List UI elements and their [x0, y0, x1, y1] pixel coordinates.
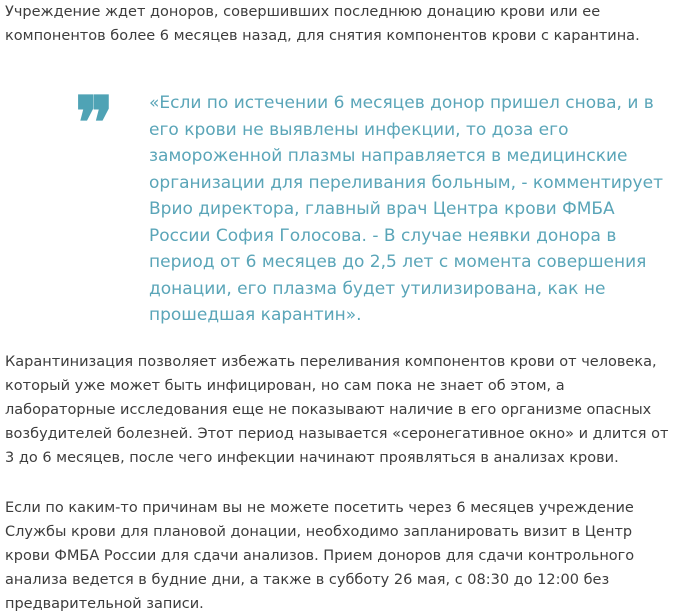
blockquote — [5, 80, 673, 327]
intro-paragraph: Учреждение ждет доноров, совершивших последнюю донацию крови или ее компонентов более 6 месяцев назад, для снятия компонентов крови с карантина. — [5, 4, 640, 44]
visit-paragraph: Если по каким-то причинам вы не можете посетить через 6 месяцев учреждение Службы крови для плановой донации, необходимо запланировать визит в Центр крови ФМБА России для сдачи анализов. Прием доноров для сдачи контрольного анализа ведется в будние дни, а также в субботу 26 мая, с 08:30 до 12:00 без предварительной записи. — [5, 500, 635, 612]
quote-text: «Если по истечении 6 месяцев донор пришел снова, и в его крови не выявлены инфекции, то доза его замороженной плазмы направляется в медицинские организации для переливания больным, - комментирует Врио директора, главный врач Центра крови ФМБА России София Голосова. - В случае неявки донора в период от 6 месяцев до 2,5 лет с момента совершения донации, его плазма будет утилизирована, как не прошедшая карантин». — [149, 93, 663, 325]
quote-mark-icon: ❞ — [75, 80, 114, 165]
quarantine-paragraph: Карантинизация позволяет избежать переливания компонентов крови от человека, который уже может быть инфицирован, но сам пока не знает об этом, а лабораторные исследования еще не показывают наличие в его организме опасных возбудителей болезней. Этот период называется «серонегативное окно» и длится от 3 до 6 месяцев, после чего инфекции начинают проявляться в анализах крови. — [5, 354, 669, 466]
